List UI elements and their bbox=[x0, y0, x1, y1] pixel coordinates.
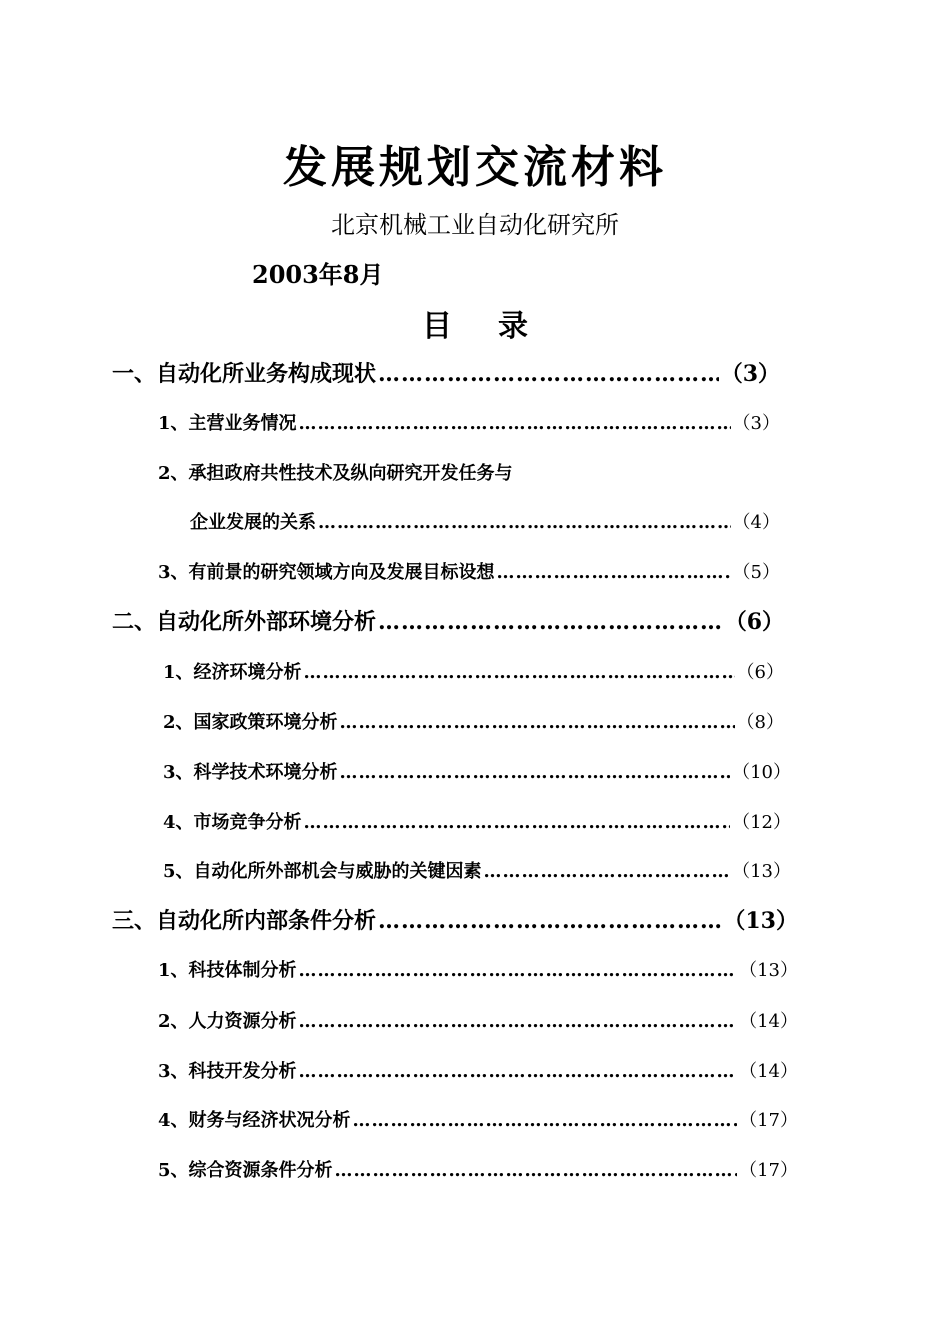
toc-entry-label: 3、科技开发分析 bbox=[158, 1061, 297, 1082]
toc-entry-page: （14） bbox=[739, 1061, 798, 1082]
toc-entry-3-4[interactable] bbox=[158, 1108, 798, 1134]
toc-entry-1-2-line1[interactable]: 2、承担政府共性技术及纵向研究开发任务与 bbox=[158, 463, 513, 484]
toc-entry-3-3[interactable] bbox=[158, 1059, 798, 1085]
toc-dot-leader bbox=[340, 760, 731, 786]
toc-dot-leader bbox=[299, 1059, 738, 1085]
toc-dot-leader bbox=[299, 1009, 738, 1035]
toc-entry-1-1[interactable] bbox=[158, 411, 780, 437]
toc-entry-page: （4） bbox=[732, 512, 780, 533]
toc-heading: 目录 bbox=[422, 309, 574, 344]
toc-entry-section-3[interactable] bbox=[112, 906, 798, 936]
toc-entry-label: 2、人力资源分析 bbox=[158, 1011, 297, 1032]
toc-dot-leader bbox=[340, 710, 735, 736]
toc-dot-leader bbox=[378, 359, 719, 389]
toc-dot-leader bbox=[299, 958, 738, 984]
toc-entry-label: 3、有前景的研究领域方向及发展目标设想 bbox=[158, 562, 495, 583]
toc-entry-page: （12） bbox=[732, 812, 791, 833]
toc-entry-label: 三、自动化所内部条件分析 bbox=[112, 908, 377, 934]
toc-entry-page: （8） bbox=[736, 712, 784, 733]
toc-entry-2-4[interactable] bbox=[163, 810, 791, 836]
toc-dot-leader bbox=[484, 859, 731, 885]
toc-entry-2-2[interactable] bbox=[163, 710, 784, 736]
toc-entry-label: 2、国家政策环境分析 bbox=[163, 712, 338, 733]
toc-entry-page: （5） bbox=[732, 562, 780, 583]
toc-entry-page: （3） bbox=[732, 413, 780, 434]
toc-entry-label: 5、综合资源条件分析 bbox=[158, 1160, 333, 1181]
toc-entry-page: （3） bbox=[720, 361, 780, 387]
toc-dot-leader bbox=[378, 906, 721, 936]
toc-dot-leader bbox=[335, 1158, 738, 1184]
toc-entry-1-3[interactable] bbox=[158, 560, 780, 586]
toc-entry-label: 5、自动化所外部机会与威胁的关键因素 bbox=[163, 861, 482, 882]
organization-name: 北京机械工业自动化研究所 bbox=[331, 211, 619, 239]
toc-entry-page: （10） bbox=[732, 762, 791, 783]
toc-dot-leader bbox=[353, 1108, 738, 1134]
toc-dot-leader bbox=[304, 660, 735, 686]
toc-entry-2-1[interactable] bbox=[163, 660, 784, 686]
toc-entry-page: （6） bbox=[724, 609, 784, 635]
toc-entry-2-3[interactable] bbox=[163, 760, 791, 786]
document-date: 2003年8月 bbox=[252, 260, 384, 289]
toc-entry-label: 3、科学技术环境分析 bbox=[163, 762, 338, 783]
toc-entry-page: （14） bbox=[739, 1011, 798, 1032]
toc-entry-label: 1、经济环境分析 bbox=[163, 662, 302, 683]
toc-entry-label: 二、自动化所外部环境分析 bbox=[112, 609, 377, 635]
toc-entry-label: 1、主营业务情况 bbox=[158, 413, 297, 434]
toc-entry-section-2[interactable] bbox=[112, 607, 784, 637]
toc-entry-label: 4、市场竞争分析 bbox=[163, 812, 302, 833]
toc-entry-page: （13） bbox=[732, 861, 791, 882]
toc-entry-page: （17） bbox=[739, 1160, 798, 1181]
toc-entry-3-1[interactable] bbox=[158, 958, 798, 984]
toc-entry-label: 一、自动化所业务构成现状 bbox=[112, 361, 377, 387]
toc-entry-3-2[interactable] bbox=[158, 1009, 798, 1035]
toc-dot-leader bbox=[304, 810, 731, 836]
toc-entry-page: （6） bbox=[736, 662, 784, 683]
document-title: 发展规划交流材料 bbox=[283, 142, 667, 193]
toc-entry-1-2[interactable] bbox=[190, 510, 780, 536]
toc-entry-label: 企业发展的关系 bbox=[190, 512, 316, 533]
toc-entry-section-1[interactable] bbox=[112, 359, 780, 389]
toc-entry-2-5[interactable] bbox=[163, 859, 791, 885]
toc-entry-page: （17） bbox=[739, 1110, 798, 1131]
toc-entry-3-5[interactable] bbox=[158, 1158, 798, 1184]
toc-entry-page: （13） bbox=[723, 908, 798, 934]
toc-dot-leader bbox=[318, 510, 731, 536]
toc-dot-leader bbox=[497, 560, 731, 586]
toc-entry-label: 4、财务与经济状况分析 bbox=[158, 1110, 351, 1131]
toc-entry-page: （13） bbox=[739, 960, 798, 981]
toc-dot-leader bbox=[299, 411, 731, 437]
toc-dot-leader bbox=[378, 607, 723, 637]
toc-entry-label: 1、科技体制分析 bbox=[158, 960, 297, 981]
